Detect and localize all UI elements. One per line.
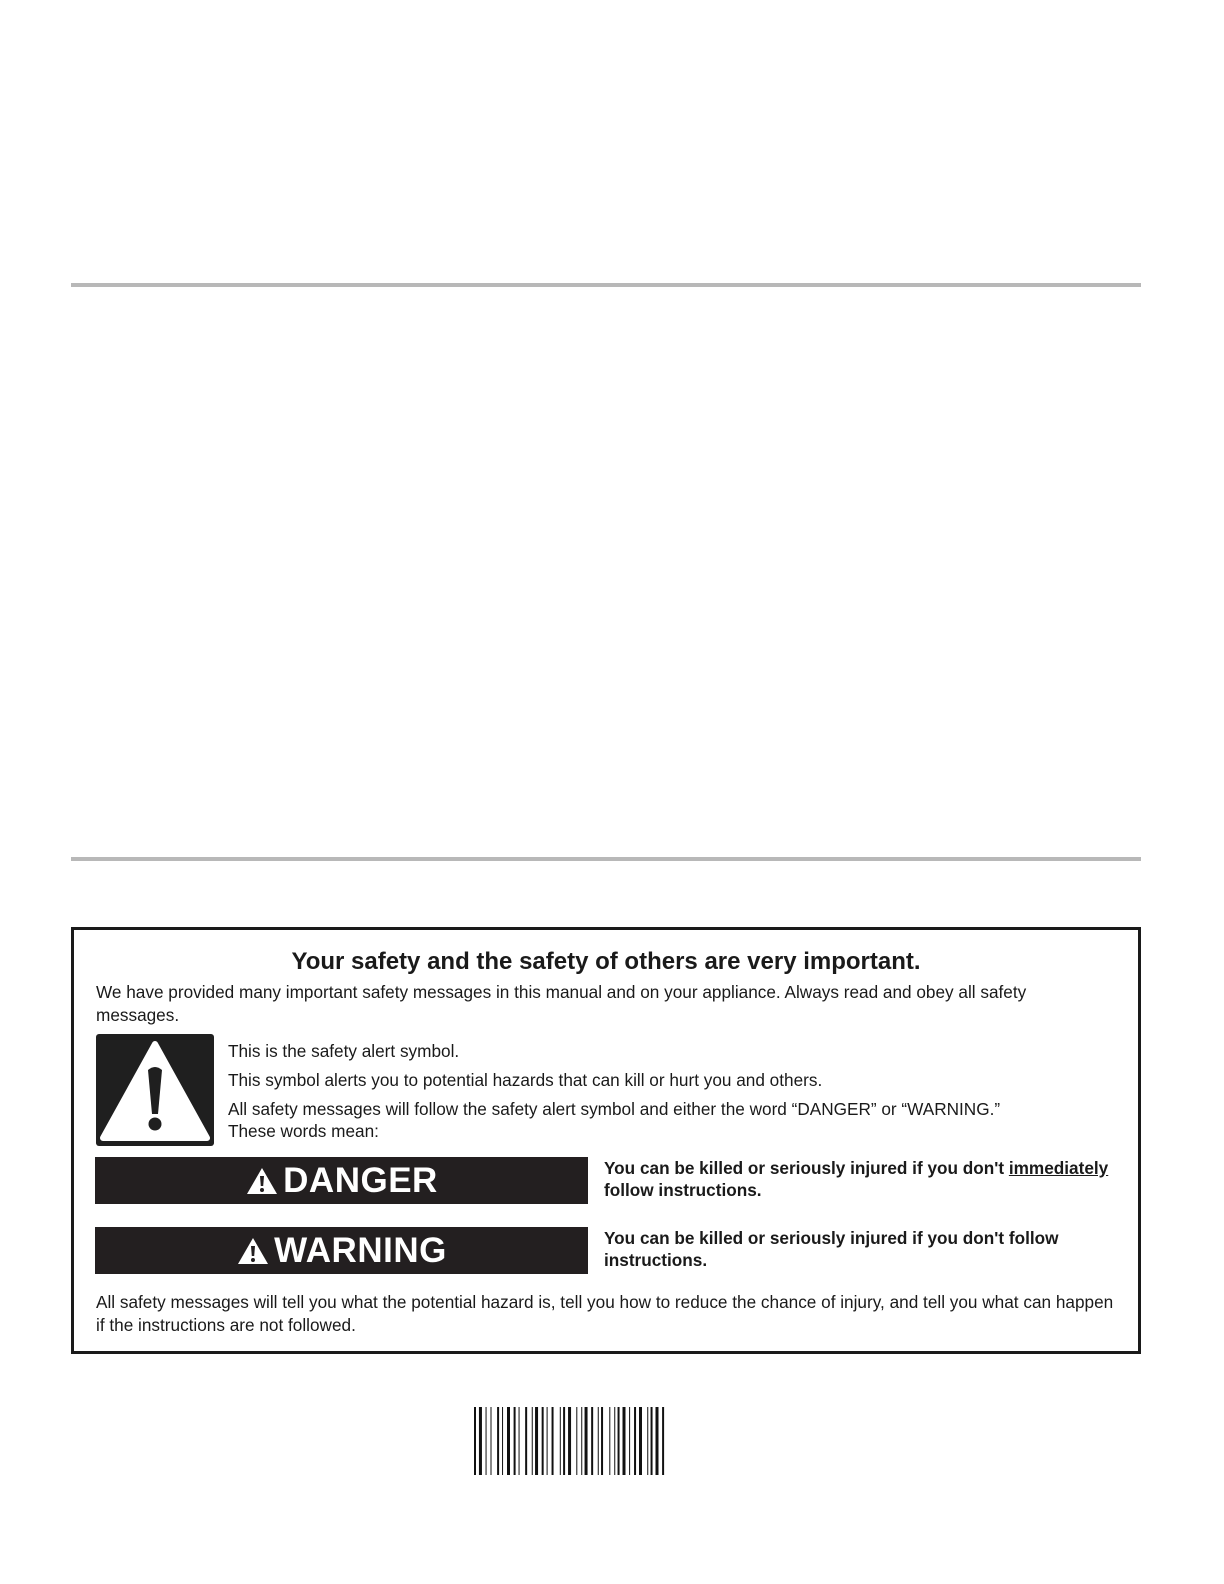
safety-intro: We have provided many important safety messages in this manual and on your appliance. Always read and obey all safety messages.	[96, 982, 1027, 1025]
barcode-bar	[581, 1407, 582, 1475]
barcode-bar	[563, 1407, 565, 1475]
barcode-bar	[560, 1407, 561, 1475]
danger-text-end: follow instructions.	[604, 1180, 762, 1200]
safety-outro: All safety messages will tell you what the potential hazard is, tell you how to reduce the chance of injury, and tell you what can happen if the instructions are not followed.	[96, 1292, 1114, 1335]
barcode-bar	[576, 1407, 577, 1475]
danger-alert-icon	[245, 1166, 279, 1196]
warning-alert-icon	[236, 1236, 270, 1266]
safety-alert-symbol-icon	[96, 1034, 214, 1146]
barcode-bar	[591, 1407, 593, 1475]
alert-line-3: All safety messages will follow the safety alert symbol and either the word “DANGER” or “WARNING.”	[228, 1099, 1001, 1119]
barcode-bar	[547, 1407, 548, 1475]
barcode-bar	[585, 1407, 588, 1475]
barcode-bar	[609, 1407, 610, 1475]
warning-label: WARNING	[274, 1230, 447, 1270]
barcode-bar	[535, 1407, 538, 1475]
alert-description	[228, 1040, 1000, 1149]
barcode-bar	[532, 1407, 533, 1475]
danger-description	[604, 1157, 1129, 1201]
barcode-bar	[634, 1407, 636, 1475]
divider-middle	[71, 857, 1141, 861]
alert-line-4: These words mean:	[228, 1121, 379, 1141]
alert-line-1: This is the safety alert symbol.	[228, 1041, 460, 1061]
barcode-bar	[614, 1407, 615, 1475]
barcode-bar	[623, 1407, 626, 1475]
barcode-bar	[656, 1407, 659, 1475]
barcode-bar	[552, 1407, 554, 1475]
danger-label: DANGER	[283, 1160, 438, 1200]
danger-text-start: You can be killed or seriously injured if you don't	[604, 1158, 1009, 1178]
barcode-bar	[486, 1407, 487, 1475]
barcode-bar	[662, 1407, 664, 1475]
barcode-bar	[651, 1407, 653, 1475]
barcode-bar	[474, 1407, 476, 1475]
barcode-icon	[474, 1407, 757, 1475]
barcode-bar	[514, 1407, 516, 1475]
barcode-bar	[598, 1407, 599, 1475]
barcode-bar	[479, 1407, 482, 1475]
safety-title: Your safety and the safety of others are very important.	[291, 948, 921, 975]
safety-notice-box	[71, 927, 1141, 1354]
barcode-bar	[502, 1407, 503, 1475]
barcode-bar	[542, 1407, 544, 1475]
barcode-bar	[618, 1407, 620, 1475]
divider-top	[71, 283, 1141, 287]
barcode-bar	[639, 1407, 642, 1475]
barcode-bar	[601, 1407, 603, 1475]
barcode-bar	[525, 1407, 527, 1475]
barcode-bar	[568, 1407, 571, 1475]
warning-description: You can be killed or seriously injured if you don't follow instructions.	[604, 1228, 1059, 1270]
barcode-bar	[491, 1407, 492, 1475]
barcode-bar	[519, 1407, 520, 1475]
danger-text-emphasis: immediately	[1008, 1158, 1109, 1178]
barcode-bar	[647, 1407, 648, 1475]
barcode-bar	[497, 1407, 499, 1475]
barcode-bar	[507, 1407, 510, 1475]
barcode-bar	[629, 1407, 630, 1475]
warning-signal-bar	[95, 1227, 588, 1274]
alert-line-2: This symbol alerts you to potential hazards that can kill or hurt you and others.	[228, 1070, 823, 1090]
danger-signal-bar	[95, 1157, 588, 1204]
